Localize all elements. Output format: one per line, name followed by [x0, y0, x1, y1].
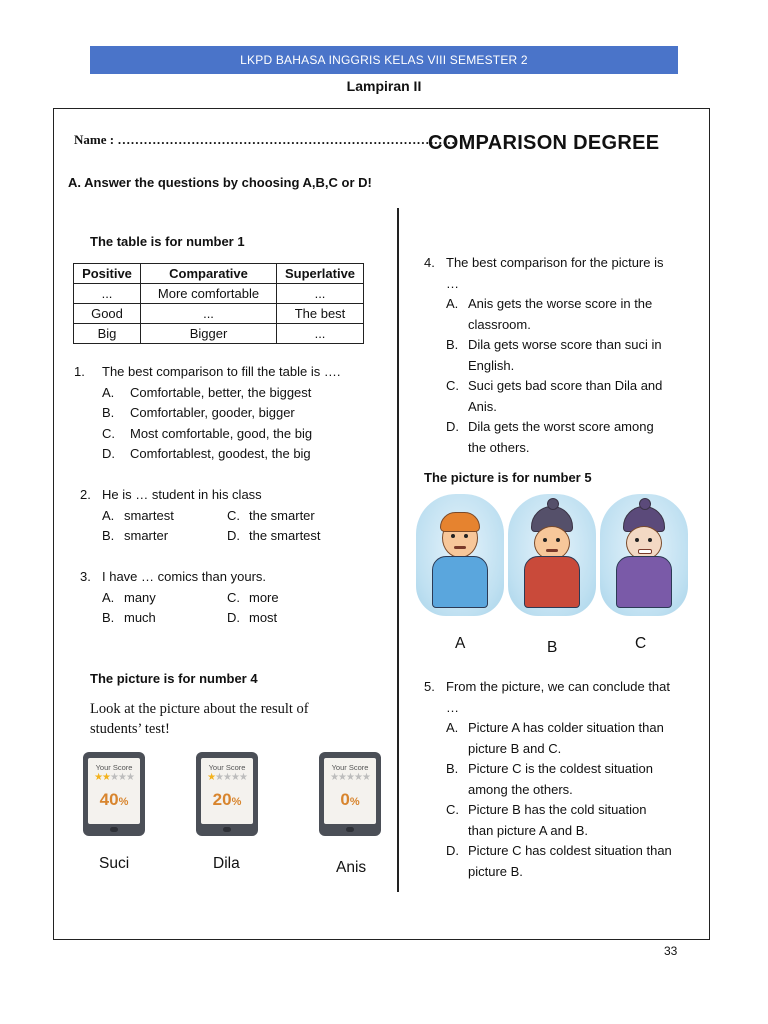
home-button-icon: [223, 827, 231, 832]
question-number: 3.: [80, 569, 91, 584]
option-letter: D.: [102, 446, 115, 461]
question-2: [80, 485, 370, 547]
question-stem: I have … comics than yours.: [102, 569, 267, 584]
score-header: Your Score: [208, 763, 246, 772]
score-card-dila: [196, 752, 258, 836]
option-text: the smarter: [249, 507, 315, 523]
score-value: 40%: [99, 790, 129, 809]
option-letter: D.: [446, 419, 459, 434]
option-text: more: [249, 589, 279, 605]
table-header: Superlative: [277, 264, 364, 284]
table-header-row: [74, 264, 364, 284]
table-caption: The table is for number 1: [90, 234, 245, 249]
option-text: smartest: [124, 507, 174, 523]
option-d[interactable]: [227, 608, 352, 629]
option-letter: A.: [102, 384, 115, 400]
table-cell: ...: [277, 284, 364, 304]
column-divider: [397, 208, 399, 892]
table-row: [74, 284, 364, 304]
option-letter: B.: [102, 405, 115, 420]
table-row: [74, 304, 364, 324]
table-row: [74, 324, 364, 344]
table-cell: ...: [141, 304, 277, 324]
comparison-table: [73, 263, 364, 344]
option-letter: A.: [102, 589, 115, 605]
question-number: 5.: [424, 679, 435, 694]
score-header: Your Score: [331, 763, 369, 772]
option-text: Picture A has colder situation than picture B and C.: [468, 720, 664, 756]
option-text: Dila gets the worst score among the others.: [468, 419, 654, 455]
picture-label-c: C: [635, 635, 647, 652]
picture-label-a: A: [455, 635, 466, 652]
table-cell: Bigger: [141, 324, 277, 344]
home-button-icon: [346, 827, 354, 832]
table-cell: ...: [277, 324, 364, 344]
option-text: Comfortablest, goodest, the big: [130, 446, 311, 461]
option-letter: B.: [102, 610, 115, 625]
cold-boy-a-image: [416, 494, 504, 616]
table-cell: The best: [277, 304, 364, 324]
option-letter: C.: [227, 589, 240, 605]
question-1: [74, 362, 374, 465]
student-name-dila: Dila: [213, 855, 240, 872]
score-value: 0%: [340, 790, 360, 809]
question-stem: The best comparison for the picture is …: [446, 255, 664, 291]
question-3: [80, 567, 370, 629]
option-text: many: [124, 589, 156, 605]
option-letter: A.: [446, 720, 459, 735]
option-a[interactable]: [102, 506, 227, 527]
score-value: 20%: [212, 790, 242, 809]
table-cell: ...: [74, 284, 141, 304]
option-letter: D.: [227, 528, 240, 543]
option-text: Dila gets worse score than suci in English.: [468, 337, 662, 373]
option-b[interactable]: [102, 403, 374, 424]
option-d[interactable]: [102, 444, 374, 465]
option-text: Comfortable, better, the biggest: [130, 384, 312, 400]
name-field: Name : ……………………………………………………………………: [74, 132, 456, 147]
picture5-caption: The picture is for number 5: [424, 470, 592, 485]
star-rating-icon: ★★★★★: [94, 772, 134, 783]
table-cell: More comfortable: [141, 284, 277, 304]
page-number: 33: [664, 944, 678, 958]
option-d[interactable]: [446, 841, 674, 882]
option-a[interactable]: [102, 588, 227, 609]
option-text: Suci gets bad score than Dila and Anis.: [468, 378, 663, 414]
option-text: much: [124, 610, 156, 625]
option-a[interactable]: [446, 294, 674, 335]
option-text: Anis gets the worse score in the classroom.: [468, 296, 653, 332]
option-text: Picture C has coldest situation than picture B.: [468, 843, 672, 879]
option-letter: B.: [446, 761, 459, 776]
option-a[interactable]: [446, 718, 674, 759]
option-letter: B.: [446, 337, 459, 352]
option-d[interactable]: [446, 417, 674, 458]
option-c[interactable]: [446, 376, 674, 417]
picture4-caption: The picture is for number 4: [90, 671, 258, 686]
option-text: Picture C is the coldest situation among the others.: [468, 761, 653, 797]
table-header: Comparative: [141, 264, 277, 284]
question-number: 2.: [80, 487, 91, 502]
star-rating-icon: ★★★★★: [330, 772, 370, 783]
section-a-instructions: A. Answer the questions by choosing A,B,C or D!: [68, 175, 372, 190]
question-stem: From the picture, we can conclude that …: [446, 679, 671, 715]
option-c[interactable]: [446, 800, 674, 841]
cold-boy-c-image: [600, 494, 688, 616]
option-text: most: [249, 610, 278, 625]
option-letter: C.: [446, 378, 459, 393]
option-a[interactable]: [102, 383, 374, 404]
student-name-suci: Suci: [99, 855, 130, 872]
option-b[interactable]: [446, 335, 674, 376]
question-stem: He is … student in his class: [102, 487, 262, 502]
score-header: Your Score: [95, 763, 133, 772]
question-5: [424, 677, 674, 882]
option-text: the smartest: [249, 528, 321, 543]
option-b[interactable]: [446, 759, 674, 800]
star-rating-icon: ★★★★★: [207, 772, 247, 783]
student-name-anis: Anis: [336, 859, 367, 876]
home-button-icon: [110, 827, 118, 832]
option-text: Most comfortable, good, the big: [130, 425, 313, 441]
table-cell: Big: [74, 324, 141, 344]
table-cell: Good: [74, 304, 141, 324]
score-card-suci: [83, 752, 145, 836]
question-number: 1.: [74, 364, 85, 379]
lampiran-heading: Lampiran II: [346, 78, 422, 94]
option-letter: B.: [102, 528, 115, 543]
option-letter: D.: [446, 843, 459, 858]
cold-boy-b-image: [508, 494, 596, 616]
option-b[interactable]: [102, 608, 227, 629]
option-letter: D.: [227, 610, 240, 625]
option-letter: A.: [102, 507, 115, 523]
score-card-anis: [319, 752, 381, 836]
picture4-note: Look at the picture about the result of students’ test!: [90, 701, 309, 737]
header-bar: LKPD BAHASA INGGRIS KELAS VIII SEMESTER 2: [90, 46, 678, 74]
option-b[interactable]: [102, 526, 227, 547]
option-letter: C.: [102, 425, 115, 441]
option-c[interactable]: [102, 424, 374, 445]
option-letter: C.: [227, 507, 240, 523]
option-c[interactable]: [227, 506, 352, 527]
option-text: Picture B has the cold situation than picture A and B.: [468, 802, 647, 838]
question-stem: The best comparison to fill the table is ….: [102, 364, 341, 379]
picture-label-b: B: [547, 639, 558, 656]
option-d[interactable]: [227, 526, 352, 547]
question-4: [424, 253, 674, 458]
option-c[interactable]: [227, 588, 352, 609]
option-letter: A.: [446, 296, 459, 311]
option-text: smarter: [124, 528, 169, 543]
option-letter: C.: [446, 802, 459, 817]
worksheet-title: COMPARISON DEGREE: [428, 132, 660, 154]
table-header: Positive: [74, 264, 141, 284]
question-number: 4.: [424, 255, 435, 270]
option-text: Comfortabler, gooder, bigger: [130, 405, 295, 420]
